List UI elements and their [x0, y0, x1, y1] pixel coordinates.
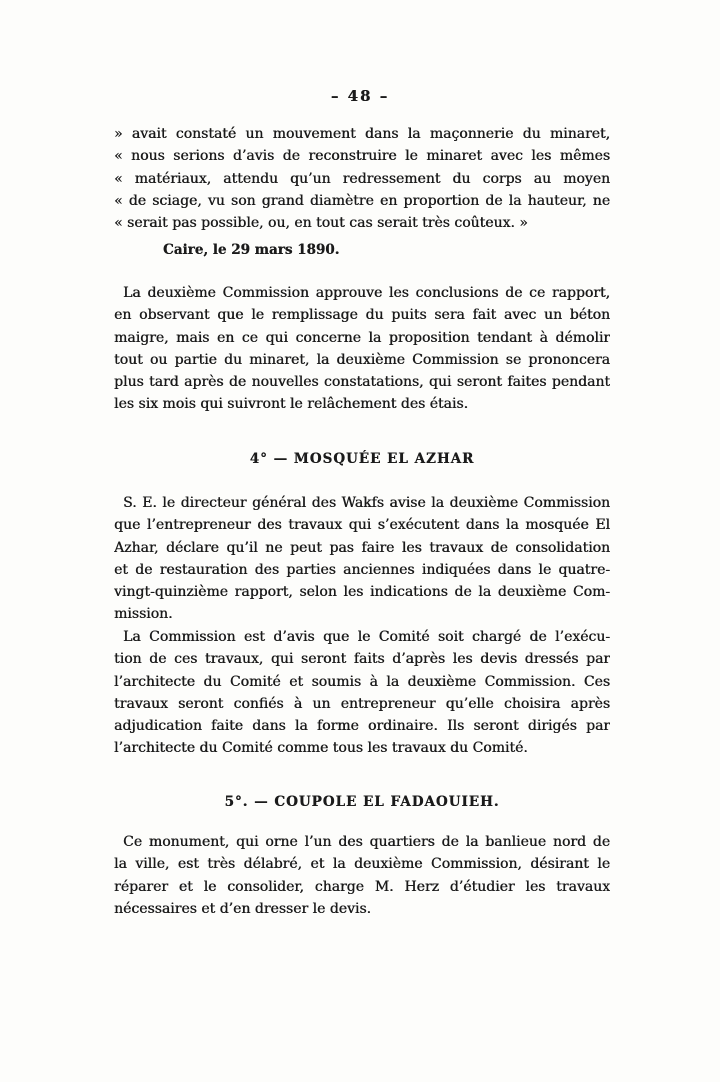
text-line: en observant que le remplissage du puits sera fait avec un béton: [114, 307, 610, 324]
text-line: « nous serions d’avis de reconstruire le minaret avec les mêmes: [114, 148, 610, 165]
text-line: l’architecte du Comité et soumis à la deuxième Commission. Ces: [114, 673, 610, 690]
section-fadaouieh-heading: 5°. — COUPOLE EL FADAOUIEH.: [224, 794, 500, 810]
text-line: maigre, mais en ce qui concerne la proposition tendant à démolir: [114, 329, 610, 346]
text-line: que l’entrepreneur des travaux qui s’exécutent dans la mosquée El: [114, 517, 610, 534]
text-line: et de restauration des parties anciennes indiquées dans le quatre-: [114, 561, 610, 578]
dateline: Caire, le 29 mars 1890.: [163, 242, 340, 258]
text-line: plus tard après de nouvelles constatations, qui seront faites pendant: [114, 374, 610, 391]
text-line: tout ou partie du minaret, la deuxième Commission se prononcera: [114, 351, 610, 368]
text-line: les six mois qui suivront le relâchement des étais.: [114, 396, 468, 413]
text-line: mission.: [114, 606, 173, 623]
text-line: l’architecte du Comité comme tous les travaux du Comité.: [114, 740, 528, 757]
text-line: réparer et le consolider, charge M. Herz d’étudier les travaux: [114, 878, 610, 895]
text-line: » avait constaté un mouvement dans la maçonnerie du minaret,: [114, 126, 610, 142]
text-line: La deuxième Commission approuve les conclusions de ce rapport,: [123, 285, 610, 301]
text-line: adjudication faite dans la forme ordinaire. Ils seront dirigés par: [114, 718, 610, 735]
text-line: tion de ces travaux, qui seront faits d’après les devis dressés par: [114, 651, 610, 668]
text-line: La Commission est d’avis que le Comité soit chargé de l’exécu-: [123, 629, 610, 645]
text-line: Ce monument, qui orne l’un des quartiers de la banlieue nord de: [123, 834, 610, 850]
text-line: S. E. le directeur général des Wakfs avise la deuxième Commission: [123, 495, 610, 511]
text-line: travaux seront confiés à un entrepreneur qu’elle choisira après: [114, 695, 610, 712]
text-line: « serait pas possible, ou, en tout cas serait très coûteux. »: [114, 215, 528, 232]
page-number: – 48 –: [330, 87, 390, 105]
text-line: « de sciage, vu son grand diamètre en proportion de la hauteur, ne: [114, 192, 610, 209]
text-line: Azhar, déclare qu’il ne peut pas faire les travaux de consolidation: [114, 539, 610, 556]
azhar-paragraph-2: [114, 626, 610, 760]
text-line: « matériaux, attendu qu’un redressement du corps au moyen: [114, 170, 610, 187]
azhar-paragraph-1: [114, 492, 610, 626]
quoted-paragraph: [114, 123, 610, 234]
section-azhar-heading: 4° — MOSQUÉE EL AZHAR: [249, 451, 475, 467]
text-line: vingt-quinzième rapport, selon les indications de la deuxième Com-: [114, 584, 610, 601]
text-line: la ville, est très délabré, et la deuxième Commission, désirant le: [114, 856, 610, 873]
fadaouieh-paragraph: [114, 831, 610, 920]
text-line: nécessaires et d’en dresser le devis.: [114, 900, 371, 917]
approval-paragraph: [114, 282, 610, 416]
